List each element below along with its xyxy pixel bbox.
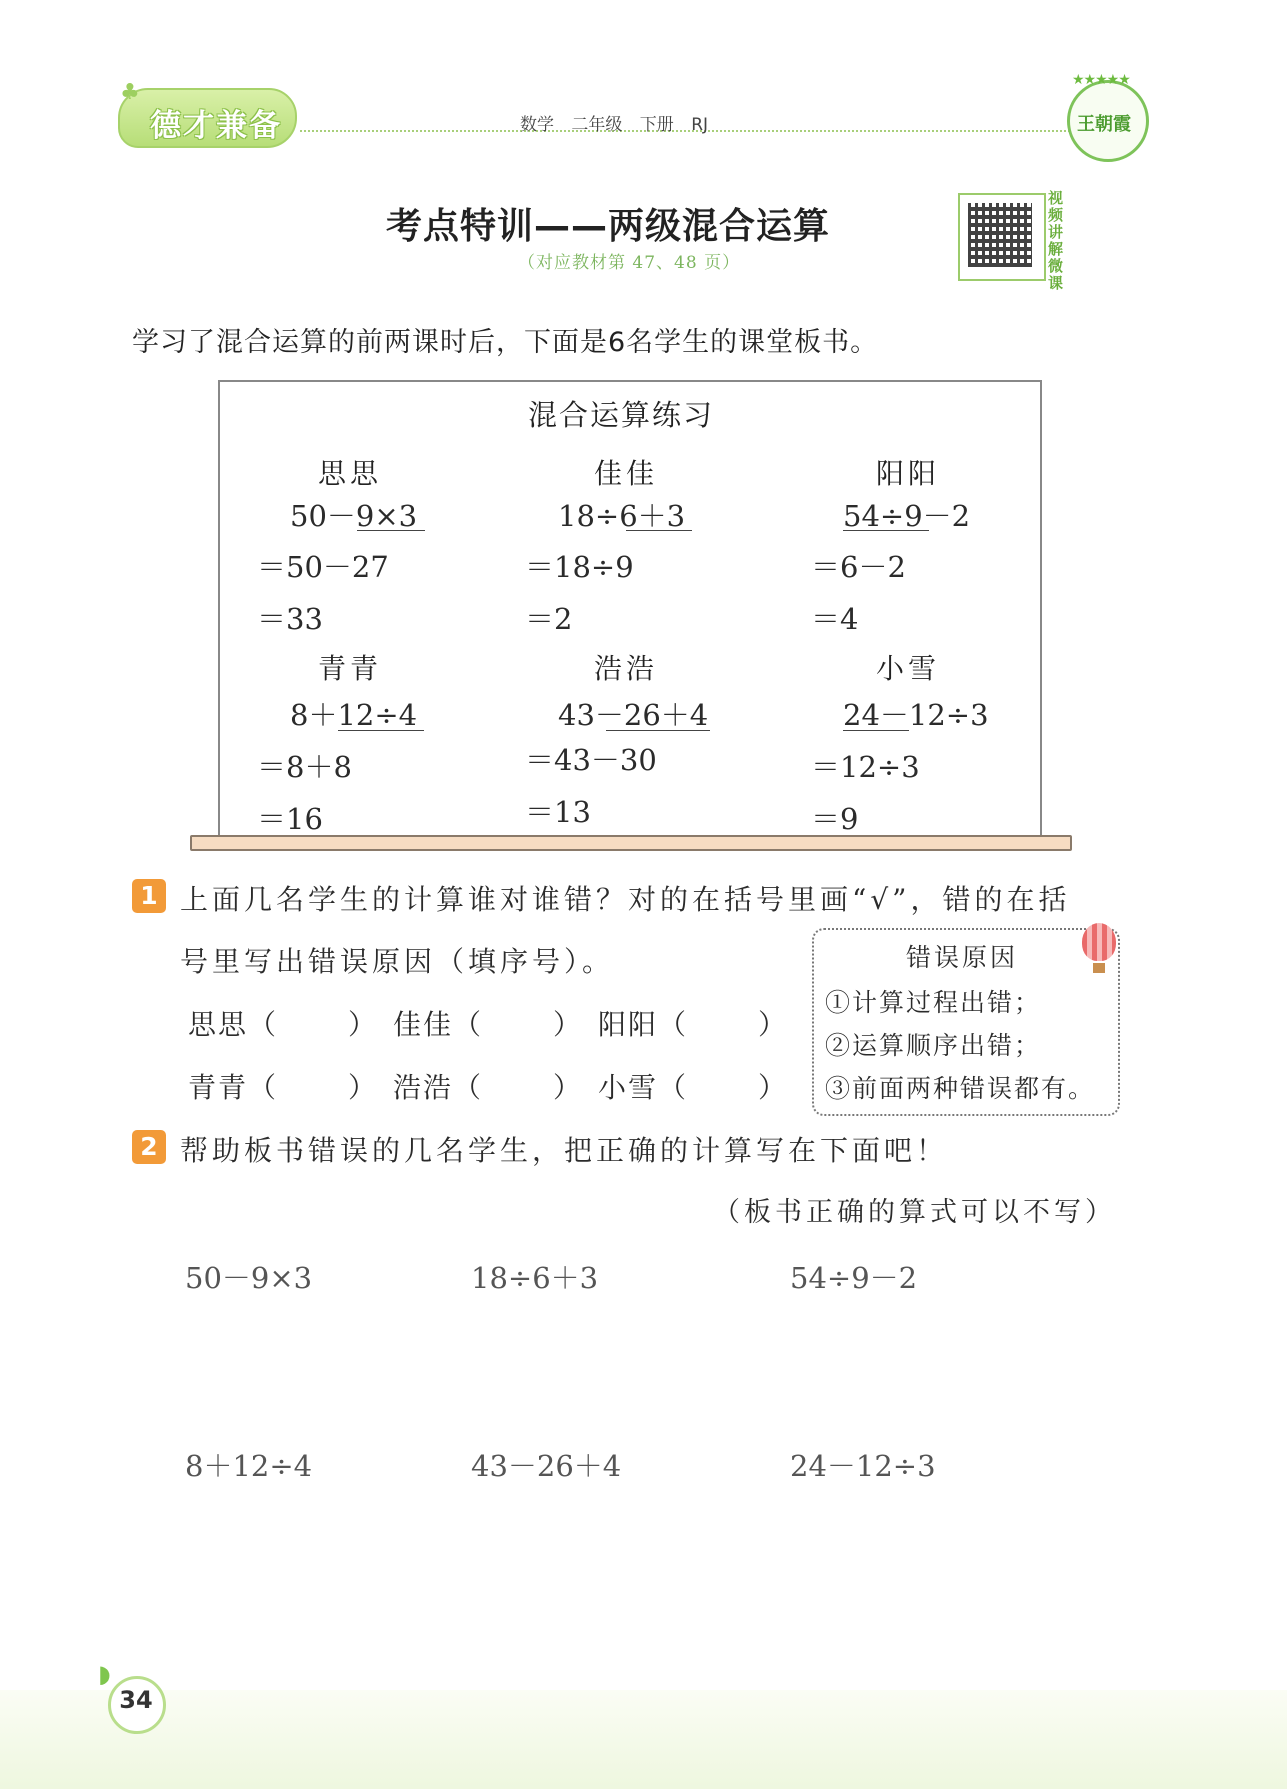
close-paren: ） bbox=[758, 1008, 789, 1041]
error-reason-item: ①计算过程出错； bbox=[825, 988, 1042, 1017]
student-expression: 54÷9－2 bbox=[843, 499, 971, 533]
blackboard-title: 混合运算练习 bbox=[528, 398, 715, 432]
open-paren: （ bbox=[658, 1008, 689, 1041]
open-paren: （ bbox=[248, 1008, 279, 1041]
error-reason-title: 错误原因 bbox=[906, 943, 1019, 972]
answer-slot[interactable] bbox=[188, 1003, 378, 1043]
hot-air-balloon-icon bbox=[1082, 923, 1116, 961]
open-paren: （ bbox=[248, 1071, 279, 1104]
question-number-badge: 1 bbox=[132, 879, 166, 913]
practice-expression: 50－9×3 bbox=[185, 1261, 313, 1295]
student-step: ＝33 bbox=[257, 602, 323, 636]
close-paren: ） bbox=[348, 1071, 379, 1104]
answer-slot[interactable] bbox=[393, 1003, 583, 1043]
underline-mark bbox=[606, 730, 710, 731]
student-step: ＝8＋8 bbox=[257, 750, 352, 784]
answer-student-name: 青青 bbox=[188, 1071, 249, 1104]
practice-expression: 24－12÷3 bbox=[790, 1449, 936, 1483]
open-paren: （ bbox=[658, 1071, 689, 1104]
page-subtitle: （对应教材第 47、48 页） bbox=[518, 253, 741, 273]
student-step: ＝6－2 bbox=[811, 550, 906, 584]
question-number-badge: 2 bbox=[132, 1130, 166, 1164]
page-title: 考点特训——两级混合运算 bbox=[386, 206, 831, 247]
practice-expression: 8＋12÷4 bbox=[185, 1449, 313, 1483]
student-expression: 24－12÷3 bbox=[843, 698, 989, 732]
answer-slot[interactable] bbox=[393, 1066, 583, 1106]
open-paren: （ bbox=[453, 1008, 484, 1041]
student-name: 小雪 bbox=[876, 652, 941, 685]
student-expression: 50－9×3 bbox=[290, 499, 418, 533]
qr-code-label: 视频讲解微课 bbox=[1048, 189, 1064, 292]
question-2-text: 帮助板书错误的几名学生，把正确的计算写在下面吧！ bbox=[180, 1134, 949, 1167]
student-step: ＝13 bbox=[525, 795, 591, 829]
student-name: 阳阳 bbox=[876, 457, 941, 490]
student-expression: 18÷6＋3 bbox=[558, 499, 686, 533]
student-step: ＝9 bbox=[811, 802, 859, 836]
answer-student-name: 佳佳 bbox=[393, 1008, 454, 1041]
palm-tree-icon: ♣ bbox=[120, 80, 140, 105]
underline-mark bbox=[626, 530, 692, 531]
close-paren: ） bbox=[348, 1008, 379, 1041]
underline-mark bbox=[338, 730, 424, 731]
answer-student-name: 思思 bbox=[188, 1008, 249, 1041]
close-paren: ） bbox=[553, 1071, 584, 1104]
answer-slot[interactable] bbox=[598, 1066, 788, 1106]
error-reason-item: ③前面两种错误都有。 bbox=[825, 1074, 1096, 1103]
footer-background bbox=[0, 1690, 1287, 1789]
student-step: ＝12÷3 bbox=[811, 750, 920, 784]
seal-stars-icon: ★★★★★ bbox=[1072, 72, 1130, 88]
balloon-basket bbox=[1093, 963, 1105, 973]
question-2-note: （板书正确的算式可以不写） bbox=[713, 1197, 1116, 1228]
student-step: ＝4 bbox=[811, 602, 859, 636]
student-name: 思思 bbox=[318, 457, 383, 490]
answer-student-name: 小雪 bbox=[598, 1071, 659, 1104]
intro-text: 学习了混合运算的前两课时后，下面是6名学生的课堂板书。 bbox=[132, 327, 879, 358]
underline-mark bbox=[843, 730, 909, 731]
student-step: ＝16 bbox=[257, 802, 323, 836]
page-number: 34 bbox=[119, 1686, 153, 1714]
student-step: ＝50－27 bbox=[257, 550, 389, 584]
answer-student-name: 阳阳 bbox=[598, 1008, 659, 1041]
student-expression: 43－26＋4 bbox=[558, 698, 709, 732]
seal-author-name: 王朝霞 bbox=[1077, 114, 1131, 135]
brand-logo-text: 德才兼备 bbox=[150, 108, 282, 144]
student-name: 青青 bbox=[318, 652, 383, 685]
student-step: ＝43－30 bbox=[525, 743, 657, 777]
open-paren: （ bbox=[453, 1071, 484, 1104]
dolphin-icon: ◗ bbox=[98, 1660, 111, 1688]
student-step: ＝2 bbox=[525, 602, 573, 636]
underline-mark bbox=[357, 530, 425, 531]
qr-code-icon[interactable] bbox=[968, 203, 1032, 267]
question-1-text-cont: 号里写出错误原因（填序号）。 bbox=[180, 945, 615, 978]
student-name: 佳佳 bbox=[594, 457, 659, 490]
underline-mark bbox=[843, 530, 929, 531]
answer-slot[interactable] bbox=[598, 1003, 788, 1043]
close-paren: ） bbox=[553, 1008, 584, 1041]
answer-slot[interactable] bbox=[188, 1066, 378, 1106]
student-expression: 8＋12÷4 bbox=[290, 698, 418, 732]
error-reason-item: ②运算顺序出错； bbox=[825, 1031, 1042, 1060]
book-info: 数学 二年级 下册 RJ bbox=[520, 115, 709, 135]
question-1-text: 上面几名学生的计算谁对谁错？对的在括号里画“√”，错的在括 bbox=[180, 883, 1071, 916]
practice-expression: 18÷6＋3 bbox=[471, 1261, 599, 1295]
answer-student-name: 浩浩 bbox=[393, 1071, 454, 1104]
student-step: ＝18÷9 bbox=[525, 550, 634, 584]
student-name: 浩浩 bbox=[594, 652, 659, 685]
practice-expression: 43－26＋4 bbox=[471, 1449, 622, 1483]
practice-expression: 54÷9－2 bbox=[790, 1261, 918, 1295]
close-paren: ） bbox=[758, 1071, 789, 1104]
